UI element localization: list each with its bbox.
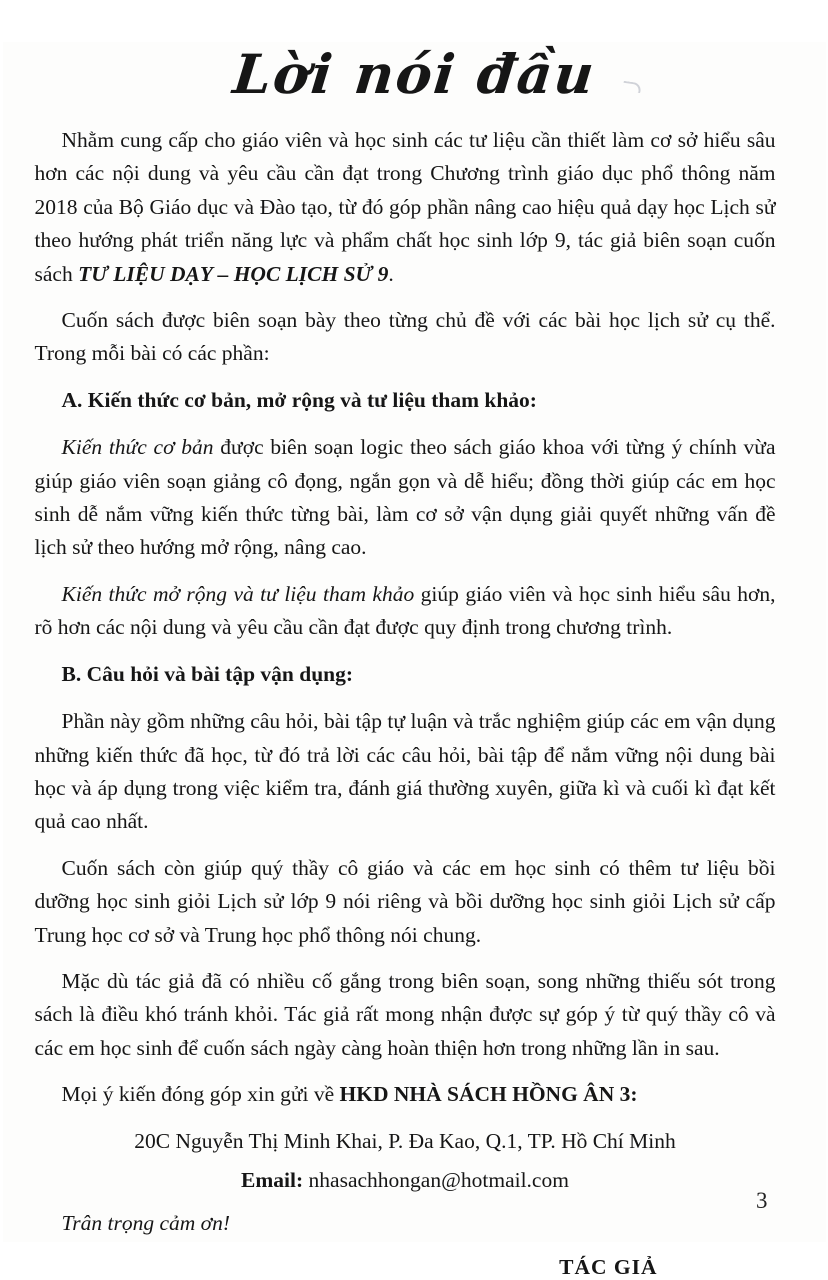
- section-b-heading: B. Câu hỏi và bài tập vận dụng:: [61, 661, 354, 686]
- section-a-paragraph-2: [35, 578, 776, 645]
- section-a-paragraph-1: [35, 431, 776, 565]
- contact-intro: Mọi ý kiến đóng góp xin gửi về: [61, 1082, 340, 1107]
- closing-paragraph-1: Cuốn sách còn giúp quý thầy cô giáo và các em học sinh có thêm tư liệu bồi dưỡng học sinh giỏi Lịch sử lớp 9 nói riêng và bồi dưỡng học sinh giỏi Lịch sử cấp Trung học cơ sở và Trung học phổ thông nói chung.: [34, 855, 776, 947]
- closing-paragraph-2: Mặc dù tác giả đã có nhiều cố gắng trong biên soạn, song những thiếu sót trong sách là điều khó tránh khỏi. Tác giả rất mong nhận được sự góp ý từ quý thầy cô và các em học sinh để cuốn sách ngày càng hoàn thiện hơn trong những lần in sau.: [34, 968, 776, 1060]
- section-b-paragraph: Phần này gồm những câu hỏi, bài tập tự luận và trắc nghiệm giúp các em vận dụng những kiến thức đã học, từ đó trả lời các câu hỏi, bài tập để nắm vững nội dung bài học và áp dụng trong việc kiểm tra, đánh giá thường xuyên, giữa kì và cuối kì đạt kết quả cao nhất.: [34, 709, 776, 834]
- contact-paragraph: [35, 1078, 776, 1111]
- intro-text: Nhằm cung cấp cho giáo viên và học sinh các tư liệu cần thiết làm cơ sở hiểu sâu hơn các nội dung và yêu cầu cần đạt trong Chương trình giáo dục phổ thông năm 2018 của Bộ Giáo dục và Đào tạo, từ đó góp phần nâng cao hiệu quả dạy học Lịch sử theo hướng phát triển năng lực và phẩm chất học sinh lớp 9, tác giả biên soạn cuốn sách: [34, 128, 776, 286]
- section-a-para2-rest: giúp giáo viên và học sinh hiểu sâu hơn, rõ hơn các nội dung và yêu cầu cần đạt được quy định trong chương trình.: [34, 581, 776, 640]
- page-title: Lời nói đầu: [229, 42, 599, 106]
- email-value: nhasachhongan@hotmail.com: [303, 1167, 569, 1192]
- intro-paragraph: [35, 124, 776, 291]
- store-name: HKD NHÀ SÁCH HỒNG ÂN 3:: [339, 1082, 638, 1107]
- intro-period: .: [388, 261, 394, 286]
- scanned-book-page: [3, 42, 826, 1279]
- author-signature: TÁC GIẢ: [559, 1254, 658, 1279]
- section-a-para1-lead: Kiến thức cơ bản: [61, 435, 214, 460]
- book-title: TƯ LIỆU DẠY – HỌC LỊCH SỬ 9: [78, 261, 389, 286]
- store-address: 20C Nguyễn Thị Minh Khai, P. Đa Kao, Q.1, TP. Hồ Chí Minh: [134, 1128, 676, 1153]
- email-label: Email:: [241, 1167, 304, 1192]
- section-a-para1-rest: được biên soạn logic theo sách giáo khoa với từng ý chính vừa giúp giáo viên soạn giảng cô đọng, ngắn gọn và dễ hiểu; đồng thời giúp các em học sinh dễ nắm vững kiến thức từng bài, làm cơ sở vận dụng giải quyết những vấn đề lịch sử theo hướng mở rộng, nâng cao.: [34, 435, 776, 560]
- email-line: [35, 1164, 776, 1197]
- page-content: [3, 124, 826, 1280]
- section-a-heading: A. Kiến thức cơ bản, mở rộng và tư liệu tham khảo:: [61, 387, 537, 412]
- section-a-para2-lead: Kiến thức mở rộng và tư liệu tham khảo: [61, 581, 415, 606]
- thanks-line: Trân trọng cảm ơn!: [61, 1211, 231, 1236]
- page-number: 3: [756, 1188, 768, 1213]
- overview-paragraph: Cuốn sách được biên soạn bày theo từng chủ đề với các bài học lịch sử cụ thể. Trong mỗi bài có các phần:: [34, 308, 776, 366]
